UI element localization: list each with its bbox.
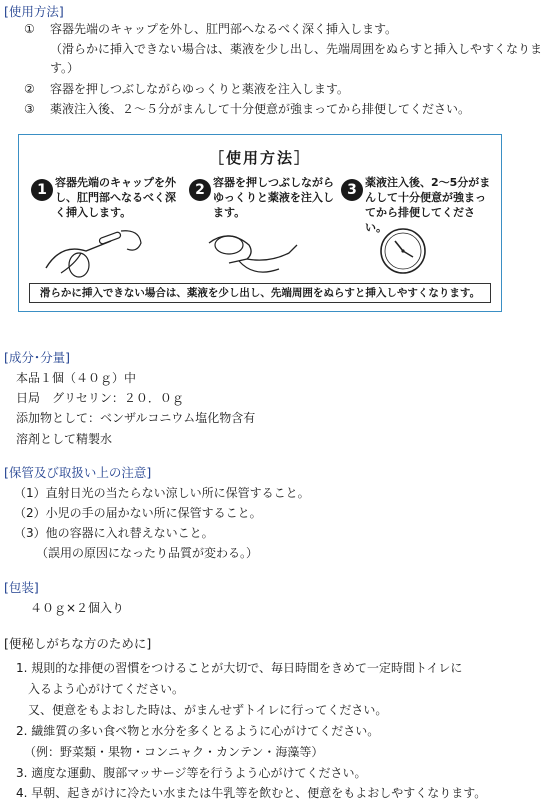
insert-hands-icon xyxy=(41,223,151,278)
step-number: 2 xyxy=(189,179,211,201)
storage-section-title: [保管及び取扱い上の注意] xyxy=(4,465,152,480)
package-line-1: ４０ｇ×２個入り xyxy=(30,601,125,615)
clock-icon xyxy=(371,223,481,278)
usage-section-title: [使用方法] xyxy=(4,4,64,19)
storage-line-1: （1）直射日光の当たらない涼しい所に保管すること。 xyxy=(14,486,310,500)
step-number: 1 xyxy=(31,179,53,201)
usage-illustration-box xyxy=(18,134,502,312)
ingredients-line-2: 日局 グリセリン：２０．０ｇ xyxy=(16,391,184,405)
storage-line-3: （3）他の容器に入れ替えないこと。 xyxy=(14,526,214,540)
ingredients-line-4: 溶剤として精製水 xyxy=(16,432,113,446)
advice-line-3: 又、便意をもよおした時は、がまんせずトイレに行ってください。 xyxy=(28,703,388,717)
storage-line-2: （2）小児の手の届かない所に保管すること。 xyxy=(14,506,262,520)
advice-line-4: 2. 繊維質の多い食べ物と水分を多くとるように心がけてください。 xyxy=(16,724,380,738)
step-text: 薬液注入後、2～5分がまんして十分便意が強まってから排便してください。 xyxy=(365,176,491,234)
package-section-title: [包装] xyxy=(4,580,39,595)
usage-step-1-note-cont: す。） xyxy=(50,61,80,75)
advice-line-1: 1. 規則的な排便の習慣をつけることが大切で、毎日時間をきめて一定時間トイレに xyxy=(16,661,463,675)
ingredients-line-1: 本品１個（４０ｇ）中 xyxy=(16,371,137,385)
step-number: 3 xyxy=(341,179,363,201)
advice-line-5: （例：野菜類・果物・コンニャク・カンテン・海藻等） xyxy=(24,745,324,759)
usage-step-1-note: （滑らかに挿入できない場合は、薬液を少し出し、先端周囲をぬらすと挿入しやすくなりま xyxy=(50,42,543,56)
advice-line-6: 3. 適度な運動、腹部マッサージ等を行うよう心がけてください。 xyxy=(16,766,367,780)
illustration-note: 滑らかに挿入できない場合は、薬液を少し出し、先端周囲をぬらすと挿入しやすくなります。 xyxy=(29,283,491,303)
advice-line-7: 4. 早朝、起きがけに冷たい水または牛乳等を飲むと、便意をもよおしやすくなります。 xyxy=(16,786,487,800)
usage-step-3: ③ 薬液注入後、２～５分がまんして十分便意が強まってから排便してください。 xyxy=(24,102,471,116)
storage-line-4: （誤用の原因になったり品質が変わる。） xyxy=(36,546,259,560)
step-marker: ② xyxy=(24,82,35,96)
ingredients-line-3: 添加物として：ベンザルコニウム塩化物含有 xyxy=(16,411,256,425)
step-text: 容器先端のキャップを外し、肛門部へなるべく深く挿入します。 xyxy=(55,176,176,219)
squeeze-hand-icon xyxy=(199,223,309,278)
advice-line-2: 入るよう心がけてください。 xyxy=(28,682,185,696)
usage-step-2: ② 容器を押しつぶしながらゆっくりと薬液を注入します。 xyxy=(24,82,349,96)
illustration-title: ［使用方法］ xyxy=(208,149,311,167)
step-text: 容器を押しつぶしながらゆっくりと薬液を注入します。 xyxy=(213,176,334,219)
advice-section-title: [便秘しがちな方のために] xyxy=(4,636,152,651)
ingredients-section-title: [成分･分量] xyxy=(4,350,71,365)
step-marker: ③ xyxy=(24,102,35,116)
usage-step-1: ① 容器先端のキャップを外し、肛門部へなるべく深く挿入します。 xyxy=(24,22,398,36)
step-marker: ① xyxy=(24,22,35,36)
